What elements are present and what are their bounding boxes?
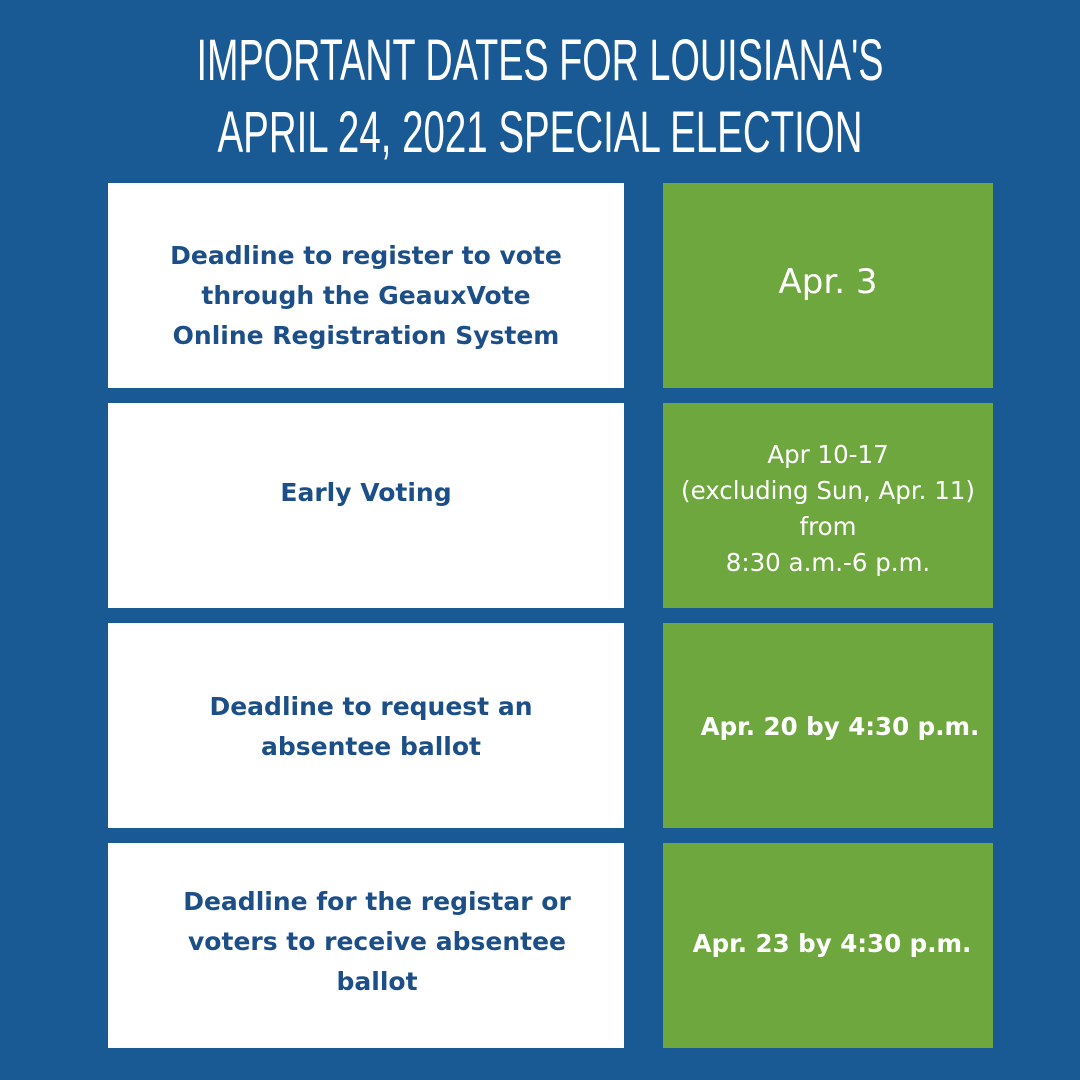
date-value-line: Apr. 3 <box>778 261 878 302</box>
event-label-line: Early Voting <box>280 477 452 507</box>
event-label-line: absentee ballot <box>260 731 481 761</box>
event-label <box>183 882 571 1002</box>
date-value <box>693 926 972 962</box>
event-label-line: Deadline for the registar or <box>183 886 571 916</box>
schedule-row-register-online <box>108 183 993 388</box>
date-value-line: from <box>799 511 857 541</box>
title-line-2: APRIL 24, 2021 SPECIAL ELECTION <box>217 100 863 165</box>
event-cell <box>108 403 624 608</box>
title-line-1: IMPORTANT DATES FOR LOUISIANA'S <box>196 28 884 93</box>
event-label-line: Deadline to request an <box>209 691 533 721</box>
event-cell <box>108 183 624 388</box>
date-value-line: (excluding Sun, Apr. 11) <box>681 475 975 505</box>
date-value <box>779 262 878 302</box>
event-label-line: ballot <box>336 966 418 996</box>
schedule-row-receive-absentee <box>108 843 993 1048</box>
schedule-row-early-voting <box>108 403 993 608</box>
date-cell <box>663 623 993 828</box>
date-value-line: Apr. 20 by 4:30 p.m. <box>700 711 980 741</box>
event-label-line: voters to receive absentee <box>188 926 566 956</box>
event-label-line: Deadline to register to vote <box>170 240 562 270</box>
date-value <box>681 437 975 581</box>
event-label <box>280 473 451 513</box>
date-cell <box>663 183 993 388</box>
event-label-line: Online Registration System <box>172 320 560 350</box>
date-value-line: 8:30 a.m.-6 p.m. <box>725 547 931 577</box>
date-cell <box>663 843 993 1048</box>
event-label <box>209 687 532 767</box>
page-title <box>0 0 1080 175</box>
date-value-line: Apr 10-17 <box>767 439 889 469</box>
event-cell <box>108 623 624 828</box>
date-value <box>701 709 980 745</box>
date-value-line: Apr. 23 by 4:30 p.m. <box>692 928 972 958</box>
event-cell <box>108 843 624 1048</box>
event-label-line: through the GeauxVote <box>201 280 531 310</box>
event-label <box>170 236 562 356</box>
schedule-row-request-absentee <box>108 623 993 828</box>
date-cell <box>663 403 993 608</box>
